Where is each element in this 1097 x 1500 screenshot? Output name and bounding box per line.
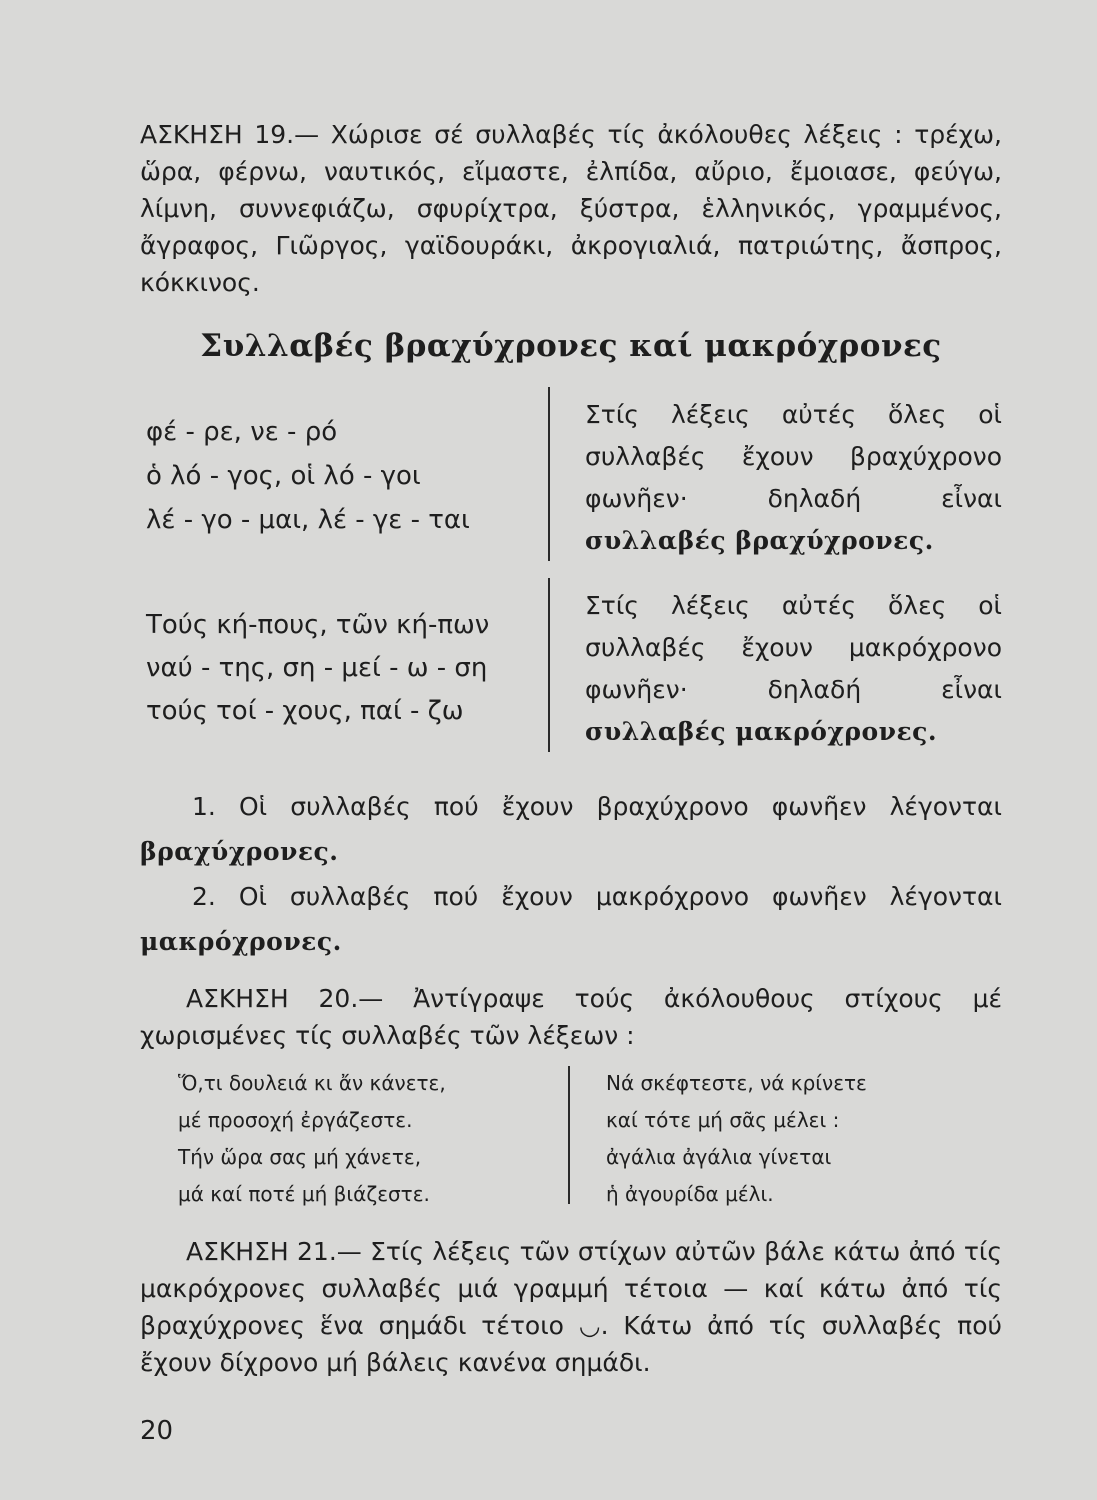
example-line: ὁ λό - γος, οἱ λό - γοι [146, 461, 421, 491]
poem-line: Τήν ὥρα σας μή χάνετε, [178, 1145, 422, 1169]
poem-line: μά καί ποτέ μή βιάζεστε. [178, 1182, 430, 1206]
column-divider [548, 578, 550, 752]
rule-item [140, 784, 1002, 874]
exercise-20: ΑΣΚΗΣΗ 20.— Ἀντίγραψε τούς ἀκόλουθους στίχους μέ χωρισμένες τίς συλλαβές τῶν λέξεων : [140, 984, 1002, 1050]
poem-line: μέ προσοχή ἐργάζεστε. [178, 1108, 413, 1132]
poem-line: καί τότε μή σᾶς μέλει : [606, 1108, 840, 1132]
poem-line: ἡ ἀγουρίδα μέλι. [606, 1182, 774, 1206]
exercise-21: ΑΣΚΗΣΗ 21.— Στίς λέξεις τῶν στίχων αὐτῶν βάλε κάτω ἀπό τίς μακρόχρονες συλλαβές μιά γραμμή τέτοια — καί κάτω ἀπό τίς βραχύχρονες ἕνα σημάδι τέτοιο ◡. Κάτω ἀπό τίς συλλαβές πού ἔχουν δίχρονο μή βάλεις κανένα σημάδι. [140, 1237, 1002, 1377]
rule-term: μακρόχρονες. [140, 927, 342, 956]
rule-term: βραχύχρονες. [140, 837, 339, 866]
poem-line: Ὅ,τι δουλειά κι ἄν κάνετε, [178, 1071, 446, 1095]
section-heading: Συλλαβές βραχύχρονες καί μακρόχρονες [200, 328, 942, 364]
poem-left-stanza [178, 1065, 446, 1213]
page-number: 20 [140, 1416, 174, 1446]
rule-text: 1. Οἱ συλλαβές πού ἔχουν βραχύχρονο φωνῆεν λέγονται [192, 792, 1002, 821]
explanation-term: συλλαβές βραχύχρονες. [585, 526, 934, 555]
short-syllable-examples [146, 410, 470, 542]
long-syllable-examples [146, 604, 489, 733]
explanation-term: συλλαβές μακρόχρονες. [585, 717, 938, 746]
poem-line: ἀγάλια ἀγάλια γίνεται [606, 1145, 832, 1169]
explanation-text: Στίς λέξεις αὐτές ὅλες οἱ συλλαβές ἔχουν μακρόχρονο φωνῆεν· δηλαδή εἶναι [585, 591, 1002, 704]
rule-text: 2. Οἱ συλλαβές πού ἔχουν μακρόχρονο φωνῆεν λέγονται [192, 882, 1002, 911]
example-line: τούς τοί - χους, παί - ζω [146, 696, 464, 726]
rule-item [140, 874, 1002, 964]
column-divider [548, 387, 550, 561]
poem-right-stanza [606, 1065, 867, 1213]
exercise-19: ΑΣΚΗΣΗ 19.— Χώρισε σέ συλλαβές τίς ἀκόλουθες λέξεις : τρέχω, ὥρα, φέρνω, ναυτικός, εἴμαστε, ἐλπίδα, αὔριο, ἔμοιασε, φεύγω, λίμνη, συννεφιάζω, σφυρίχτρα, ξύστρα, ἑλληνικός, γραμμένος, ἄγραφος, Γιῶργος, γαϊδουράκι, ἀκρογιαλιά, πατριώτης, ἄσπρος, κόκκινος. [140, 120, 1002, 297]
example-line: λέ - γο - μαι, λέ - γε - ται [146, 505, 470, 535]
poem-line: Νά σκέφτεστε, νά κρίνετε [606, 1071, 867, 1095]
rules-list [140, 784, 1002, 964]
short-syllable-explanation [585, 394, 1002, 562]
explanation-text: Στίς λέξεις αὐτές ὅλες οἱ συλλαβές ἔχουν βραχύχρονο φωνῆεν· δηλαδή εἶναι [585, 400, 1002, 513]
example-line: Τούς κή-πους, τῶν κή-πων [146, 610, 490, 640]
poem-divider [568, 1066, 570, 1204]
example-line: φέ - ρε, νε - ρό [146, 417, 338, 447]
example-line: ναύ - της, ση - μεί - ω - ση [146, 653, 488, 683]
long-syllable-explanation [585, 585, 1002, 753]
